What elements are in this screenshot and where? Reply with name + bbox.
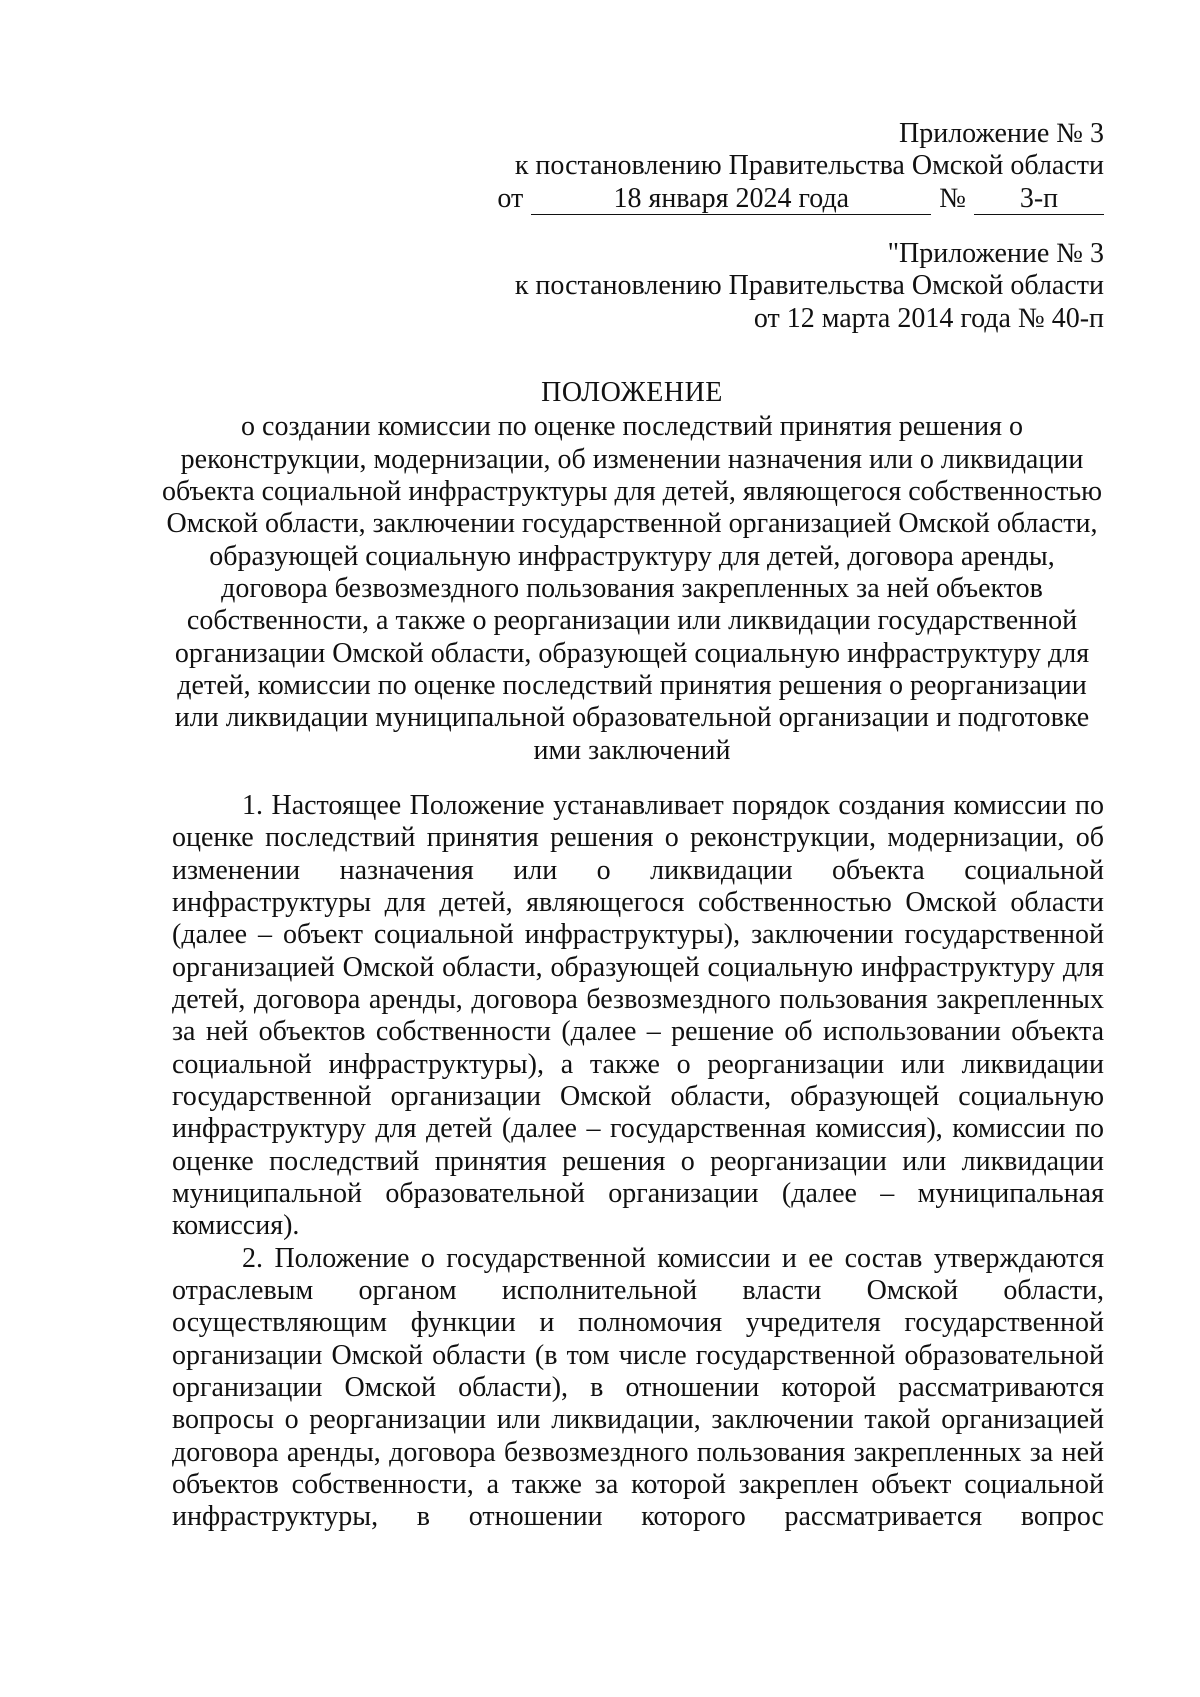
appendix-label: Приложение № 3 [899,118,1104,149]
document-subtitle: о создании комиссии по оценке последствий принятия решения о реконструкции, модернизации, об изменении назначения или о ликвидации объекта социальной инфраструктуры для детей, являющегося собственностью Омской области, заключении государственной организацией Омской области, образующей социальную инфраструктуру для детей, договора аренды, договора безвозмездного пользования закрепленных за ней объектов собственности, а также о реорганизации или ликвидации государственной организации Омской области, образующей социальную инфраструктуру для детей, комиссии по оценке последствий принятия решения о реорганизации или ликвидации муниципальной образовательной организации и подготовке ими заключений [161,411,1103,766]
quoted-resolution-date: от 12 марта 2014 года № 40-п [753,302,1104,334]
appendix-resolution-ref: к постановлению Правительства Омской области [514,150,1104,182]
resolution-number-field: 3-п [974,185,1104,215]
document-body [172,790,1104,1534]
title-block [160,377,1104,767]
from-prefix: от [497,182,524,214]
appendix-header [484,118,1104,215]
paragraph-2: 2. Положение о государственной комиссии и ее состав утверждаются отраслевым органом исполнительной власти Омской области, осуществляющим функции и полномочия учредителя государственной организации Омской области (в том числе государственной образовательной организации Омской области), в отношении которой рассматриваются вопросы о реорганизации или ликвидации, заключении такой организацией договора аренды, договора безвозмездного пользования закрепленных за ней объектов собственности, а также за которой закреплен объект социальной инфраструктуры, в отношении которого рассматривается вопрос [172,1242,1104,1533]
number-sign: № [939,182,966,214]
resolution-date-field: 18 января 2024 года [531,185,931,215]
paragraph-1: 1. Настоящее Положение устанавливает порядок создания комиссии по оценке последствий принятия решения о реконструкции, модернизации, об изменении назначения или о ликвидации объекта социальной инфраструктуры для детей, являющегося собственностью Омской области (далее – объект социальной инфраструктуры), заключении государственной организацией Омской области, образующей социальную инфраструктуру для детей, договора аренды, договора безвозмездного пользования закрепленных за ней объектов собственности (далее – решение об использовании объекта социальной инфраструктуры), а также о реорганизации или ликвидации государственной организации Омской области, образующей социальную инфраструктуру для детей (далее – государственная комиссия), комиссии по оценке последствий принятия решения о реорганизации или ликвидации муниципальной образовательной организации (далее – муниципальная комиссия). [172,790,1104,1242]
appendix-date-number-line [484,183,1104,215]
quoted-resolution-ref: к постановлению Правительства Омской области [514,270,1104,302]
quoted-appendix-label: "Приложение № 3 [887,238,1104,269]
document-title: ПОЛОЖЕНИЕ [541,377,723,408]
quoted-appendix-header [484,238,1104,335]
